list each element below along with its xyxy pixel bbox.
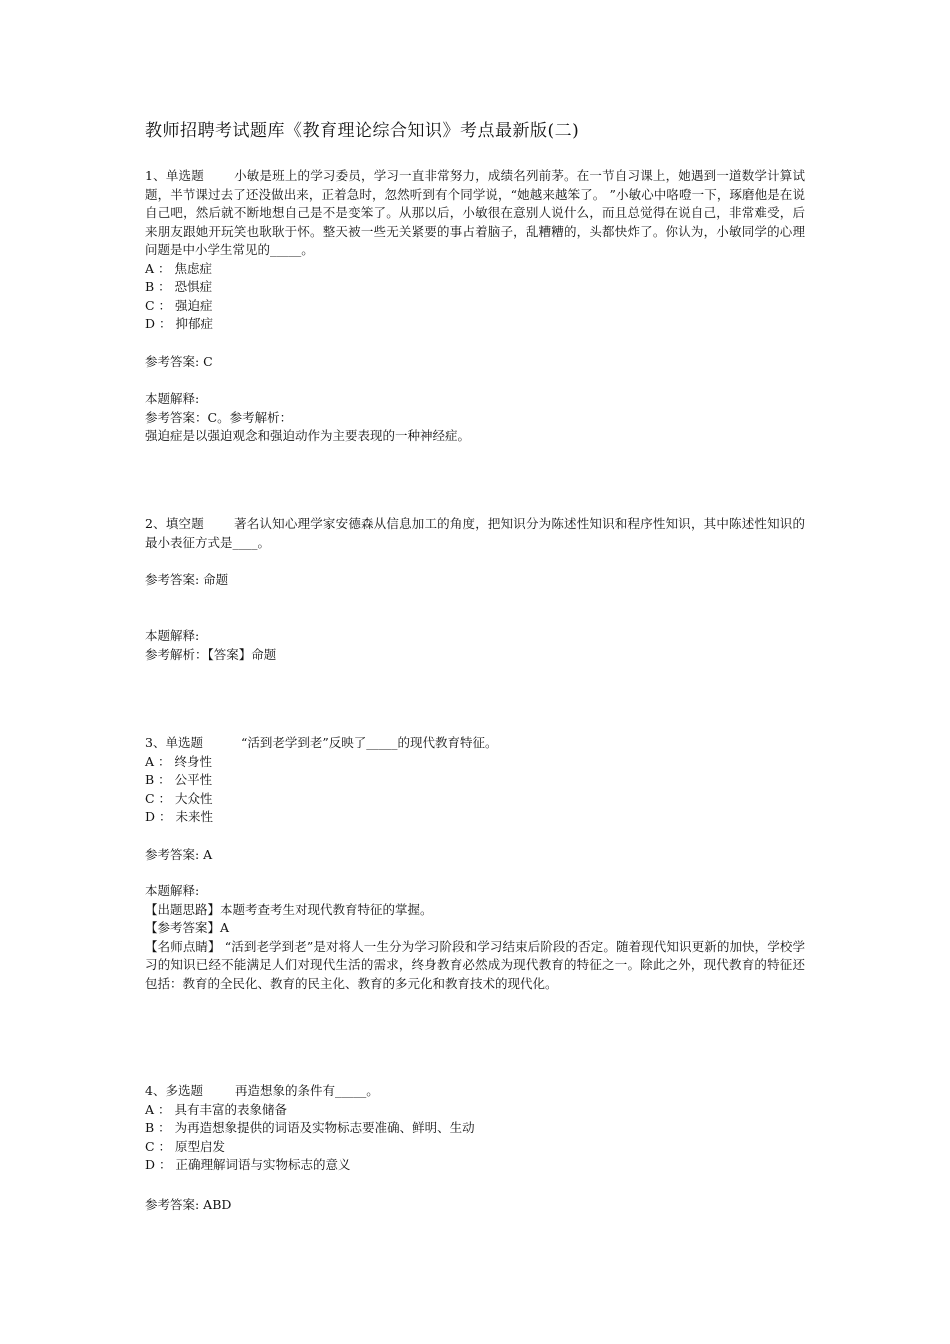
question-4-stem <box>145 1082 805 1101</box>
question-3-teacher-tip: 【名师点睛】 “活到老学到老”是对将人一生分为学习阶段和学习结束后阶段的否定。随着现代知识更新的加快，学校学习的知识已经不能满足人们对现代生活的需求，终身教育必然成为现代教育的特征之一。除此之外，现代教育的特征还包括：教育的全民化、教育的民主化、教育的多元化和教育技术的现代化。 <box>145 938 805 991</box>
question-1-explain-label: 本题解释: <box>145 391 200 406</box>
question-4-option-b: B ： 为再造想象提供的词语及实物标志要准确、鲜明、生动 <box>145 1120 475 1135</box>
question-1-number: 1、单选题 <box>145 168 204 183</box>
question-1-explain-line-2: 强迫症是以强迫观念和强迫动作为主要表现的一种神经症。 <box>145 428 471 443</box>
question-1-text: 小敏是班上的学习委员，学习一直非常努力，成绩名列前茅。在一节自习课上，她遇到一道数学计算试题，半节课过去了还没做出来，正着急时，忽然听到有个同学说，“她越来越笨了。 ”小敏心中咯噔一下，琢磨他是在说自己吧，然后就不断地想自己是不是变笨了。从那以后，小敏很在意别人说什么，而且总觉得在说自己，非常难受，后来朋友跟她开玩笑也耿耿于怀。整天被一些无关紧要的事占着脑子，乱糟糟的，头都快炸了。你认为，小敏同学的心理问题是中小学生常见的_____。 <box>145 168 805 257</box>
question-1-answer: 参考答案: C <box>145 354 213 369</box>
question-4 <box>145 1082 805 1175</box>
question-2-answer: 参考答案: 命题 <box>145 572 229 587</box>
question-1-option-c: C ： 强迫症 <box>145 297 213 313</box>
question-4-answer: 参考答案: ABD <box>145 1197 232 1212</box>
question-1-explain-line-1: 参考答案：C。参考解析： <box>145 409 293 425</box>
page-title: 教师招聘考试题库《教育理论综合知识》考点最新版(二) <box>145 121 580 141</box>
question-4-text: 再造想象的条件有_____。 <box>234 1083 379 1098</box>
question-3-explain-label: 本题解释: <box>145 883 200 898</box>
question-3-text: “活到老学到老”反映了_____的现代教育特征。 <box>240 735 498 750</box>
question-2-explain-line-1: 参考解析：【答案】命题 <box>145 646 277 662</box>
question-1 <box>145 167 805 334</box>
question-3-option-d: D ： 未来性 <box>145 809 213 824</box>
question-2-explain-label: 本题解释: <box>145 628 200 643</box>
question-4-number: 4、多选题 <box>145 1083 203 1098</box>
question-3-answer: 参考答案: A <box>145 847 213 862</box>
question-2-stem <box>145 515 805 552</box>
question-3 <box>145 734 805 827</box>
question-2-text: 著名认知心理学家安德森从信息加工的角度，把知识分为陈述性知识和程序性知识，其中陈述性知识的最小表征方式是____。 <box>145 516 805 550</box>
question-1-option-d: D ： 抑郁症 <box>145 316 213 331</box>
question-1-explanation <box>145 390 805 446</box>
question-2-explanation <box>145 627 805 664</box>
question-1-stem <box>145 167 805 260</box>
question-3-explanation <box>145 882 805 993</box>
question-2 <box>145 515 805 552</box>
question-3-option-c: C ： 大众性 <box>145 790 213 806</box>
question-4-option-d: D ： 正确理解词语与实物标志的意义 <box>145 1157 351 1172</box>
question-2-number: 2、填空题 <box>145 516 204 531</box>
question-3-option-b: B ： 公平性 <box>145 772 213 787</box>
question-3-stem <box>145 734 805 753</box>
question-3-explain-line-2: 【参考答案】A <box>145 920 230 935</box>
question-1-option-b: B ： 恐惧症 <box>145 279 213 294</box>
question-3-explain-line-1: 【出题思路】本题考查考生对现代教育特征的掌握。 <box>145 901 433 917</box>
question-4-option-c: C ： 原型启发 <box>145 1138 226 1154</box>
question-4-option-a: A ： 具有丰富的表象储备 <box>145 1101 287 1117</box>
question-1-option-a: A ： 焦虑症 <box>145 260 212 276</box>
question-3-number: 3、单选题 <box>145 735 203 750</box>
question-3-option-a: A ： 终身性 <box>145 753 212 769</box>
